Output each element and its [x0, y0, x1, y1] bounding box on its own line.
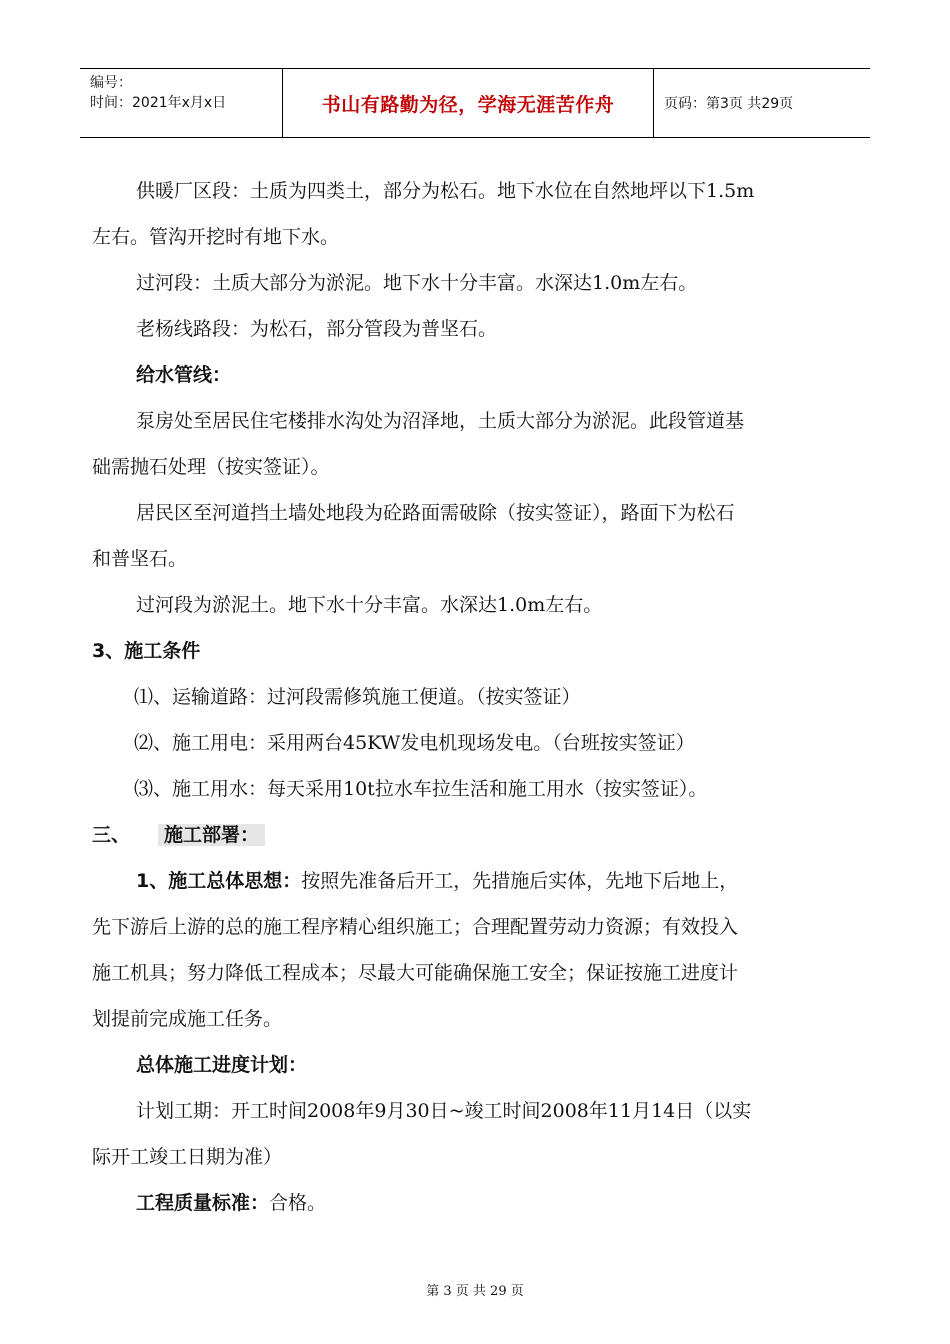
- section-heading: 3、施工条件: [92, 640, 201, 662]
- paragraph: 先下游后上游的总的施工程序精心组织施工；合理配置劳动力资源；有效投入: [92, 916, 739, 938]
- paragraph: 划提前完成施工任务。: [92, 1008, 283, 1030]
- list-item: ⑴、运输道路：过河段需修筑施工便道。（按实签证）: [134, 686, 581, 708]
- paragraph: 础需抛石处理（按实签证）。: [92, 456, 330, 478]
- inline-heading: 工程质量标准：: [136, 1192, 270, 1214]
- paragraph-text: 按照先准备后开工，先措施后实体，先地下后地上，: [301, 870, 739, 892]
- header-meta: [80, 69, 282, 137]
- chapter-number: 三、: [92, 824, 131, 846]
- subheading: 给水管线：: [136, 364, 232, 386]
- inline-heading: 1、施工总体思想：: [136, 870, 302, 892]
- list-item: ⑵、施工用电：采用两台45KW发电机现场发电。（台班按实签证）: [134, 732, 695, 754]
- paragraph: 际开工竣工日期为准）: [92, 1146, 283, 1168]
- list-item: ⑶、施工用水：每天采用10t拉水车拉生活和施工用水（按实签证）。: [134, 778, 708, 800]
- chapter-title: 施工部署：: [158, 824, 265, 846]
- paragraph: 过河段：土质大部分为淤泥。地下水十分丰富。水深达1.0m左右。: [136, 272, 698, 294]
- paragraph: 和普坚石。: [92, 548, 188, 570]
- paragraph: 施工机具；努力降低工程成本；尽最大可能确保施工安全；保证按施工进度计: [92, 962, 739, 984]
- paragraph: 居民区至河道挡土墙处地段为砼路面需破除（按实签证），路面下为松石: [136, 502, 735, 524]
- paragraph-text: 合格。: [269, 1192, 327, 1214]
- number-label: 编号：: [90, 75, 132, 91]
- subheading: 总体施工进度计划：: [136, 1054, 308, 1076]
- paragraph: 左右。管沟开挖时有地下水。: [92, 226, 340, 248]
- chapter-heading: [92, 812, 862, 858]
- page-footer: 第 3 页 共 29 页: [426, 1284, 524, 1299]
- paragraph: 老杨线路段：为松石，部分管段为普坚石。: [136, 318, 498, 340]
- paragraph: 计划工期：开工时间2008年9月30日~竣工时间2008年11月14日（以实: [136, 1100, 752, 1122]
- paragraph: [92, 1180, 862, 1226]
- document-body: [92, 168, 862, 1226]
- paragraph: 泵房处至居民住宅楼排水沟处为沼泽地，土质大部分为淤泥。此段管道基: [136, 410, 745, 432]
- paragraph: 过河段为淤泥土。地下水十分丰富。水深达1.0m左右。: [136, 594, 603, 616]
- paragraph: 供暖厂区段：土质为四类土，部分为松石。地下水位在自然地坪以下1.5m: [136, 180, 755, 202]
- header-motto: 书山有路勤为径，学海无涯苦作舟: [282, 69, 654, 137]
- page-header: [80, 68, 870, 138]
- header-page-code: 页码：第3页 共29页: [664, 96, 794, 112]
- time-label: 时间：2021年x月x日: [90, 95, 227, 111]
- paragraph: [92, 858, 862, 904]
